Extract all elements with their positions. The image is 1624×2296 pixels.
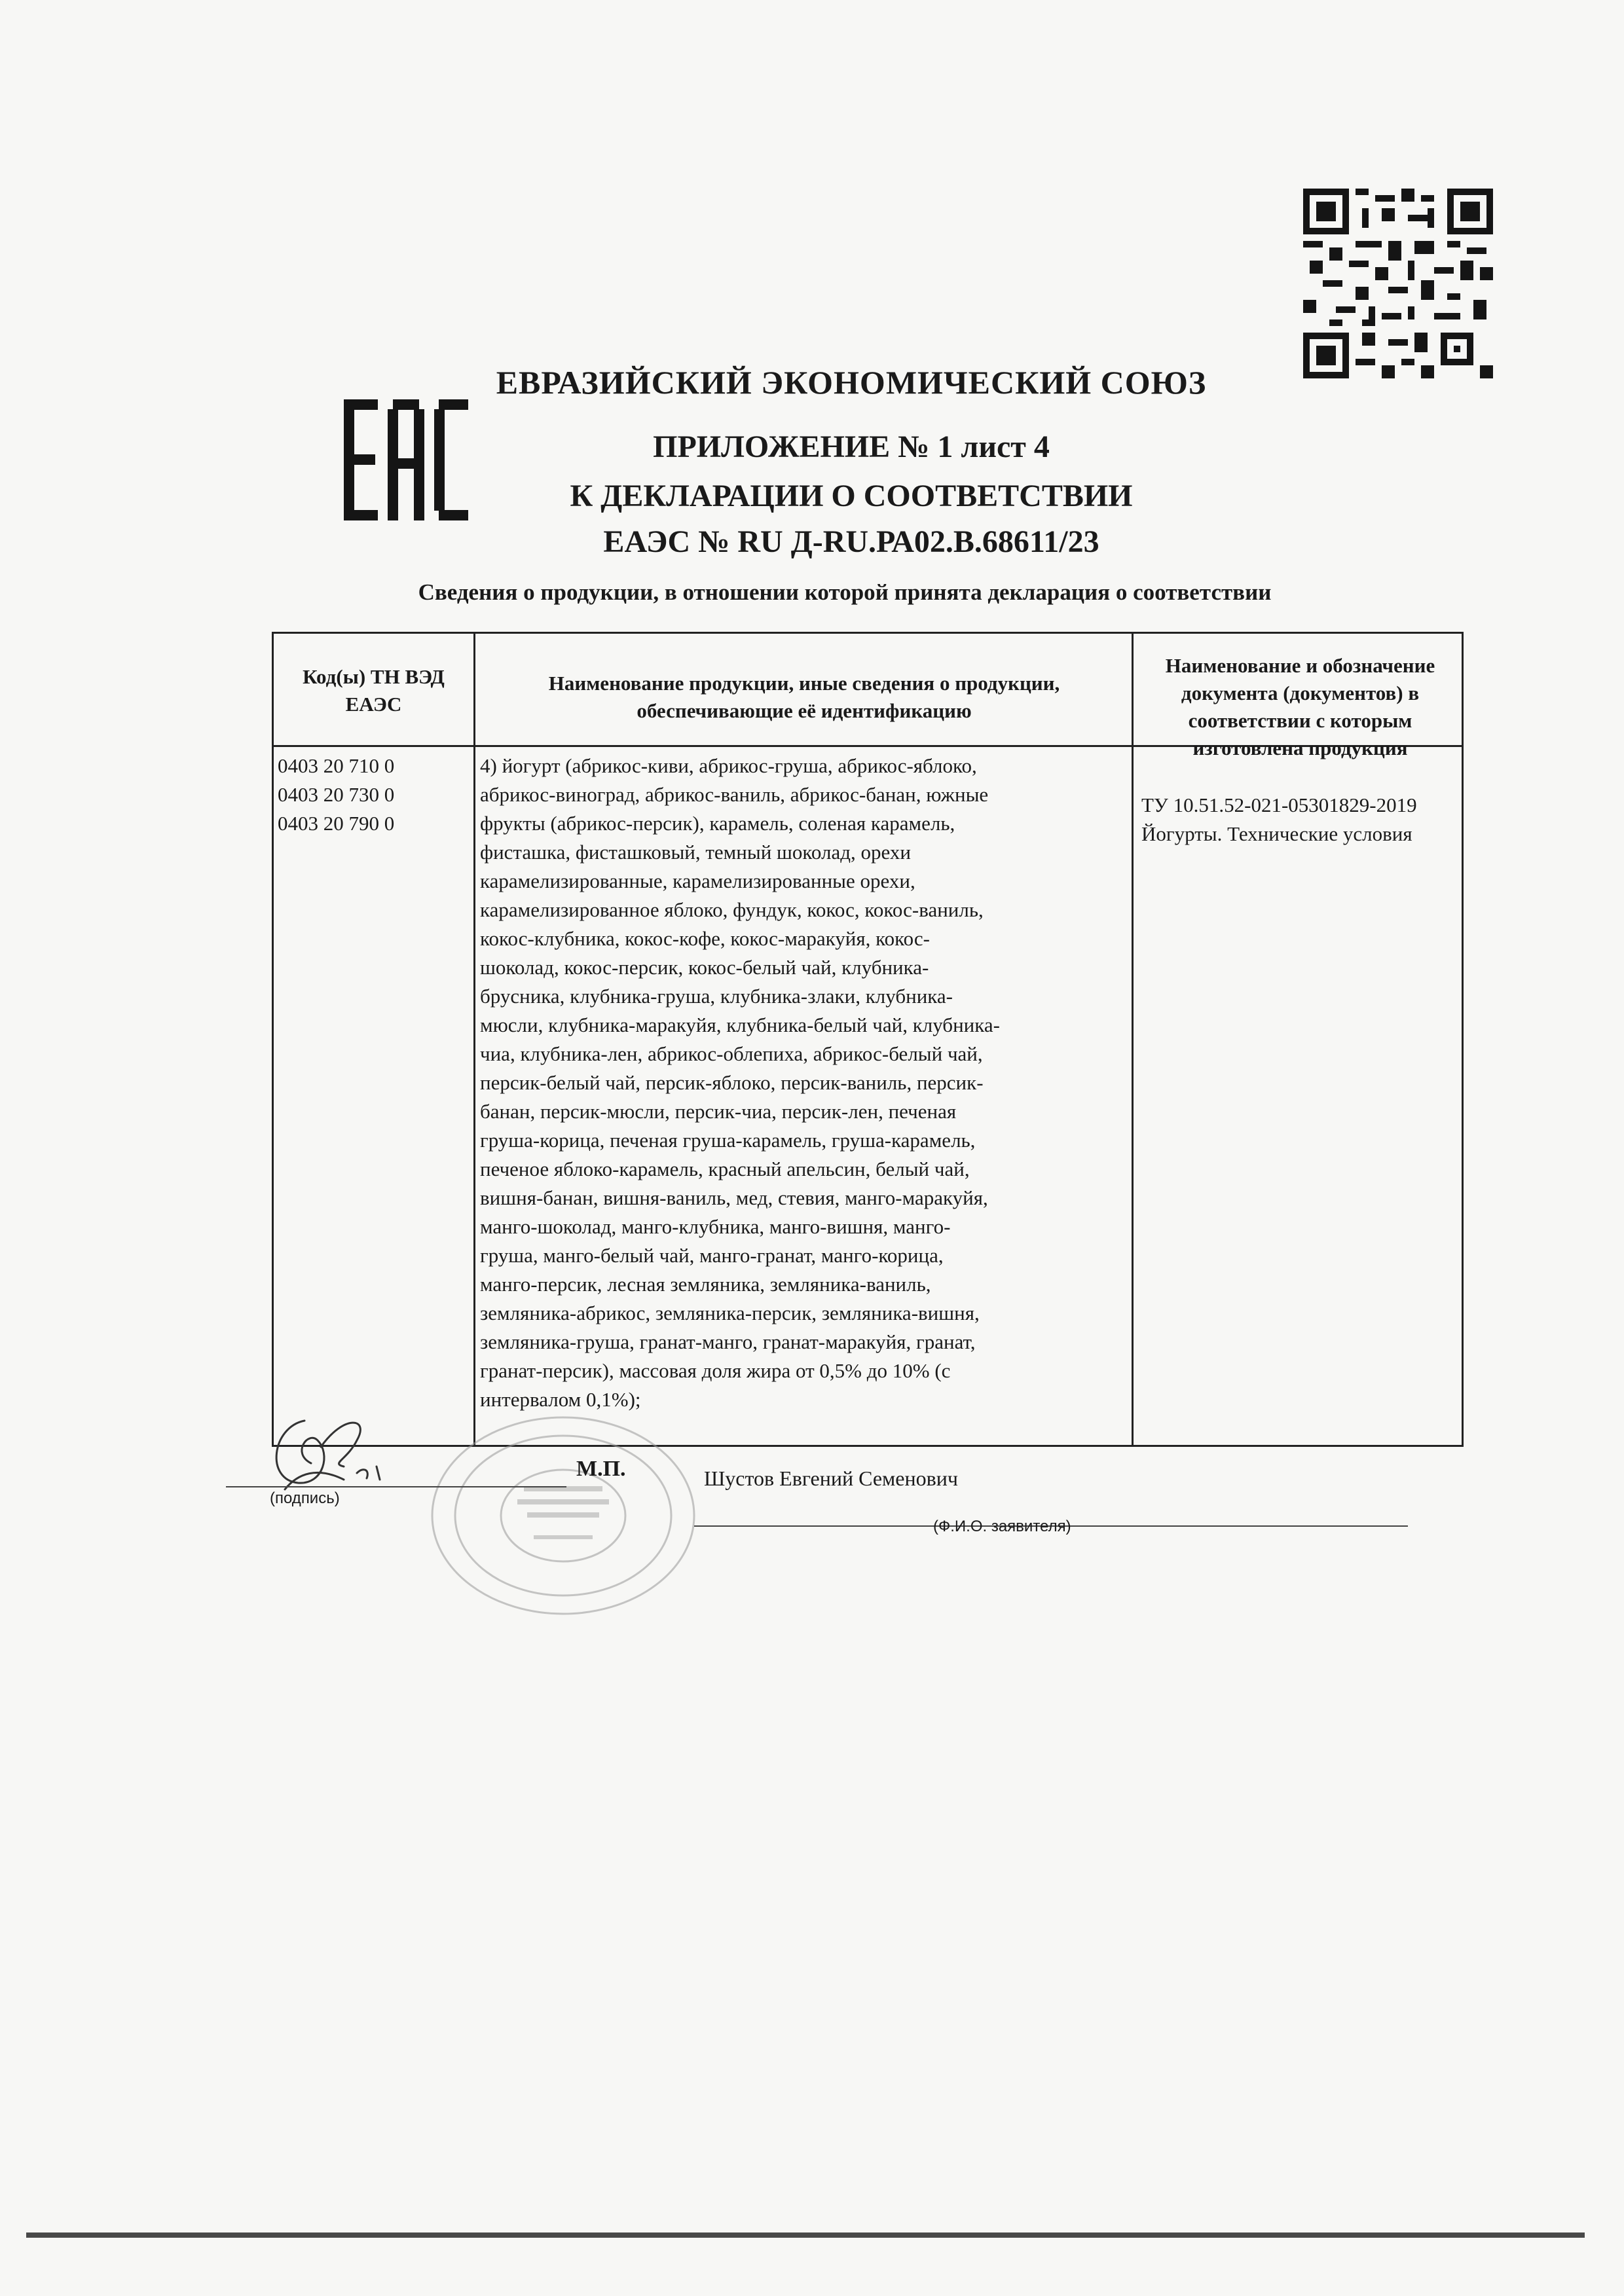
product-line: земляника-абрикос, земляника-персик, земляника-вишня, <box>480 1302 980 1324</box>
product-line: фисташка, фисташковый, темный шоколад, орехи <box>480 841 911 864</box>
code-item: 0403 20 730 0 <box>278 783 395 806</box>
product-line: 4) йогурт (абрикос-киви, абрикос-груша, абрикос-яблоко, <box>480 754 977 777</box>
product-line: гранат-персик), массовая доля жира от 0,5% до 10% (с <box>480 1359 951 1382</box>
product-line: персик-белый чай, персик-яблоко, персик-ваниль, персик- <box>480 1071 984 1094</box>
product-line: манго-персик, лесная земляника, земляника-ваниль, <box>480 1273 931 1296</box>
applicant-name: Шустов Евгений Семенович <box>704 1467 958 1490</box>
product-line: банан, персик-мюсли, персик-чиа, персик-лен, печеная <box>480 1100 957 1123</box>
codes-cell <box>274 752 477 838</box>
registration-number: ЕАЭС № RU Д-RU.РА02.В.68611/23 <box>603 524 1099 559</box>
product-line: карамелизированное яблоко, фундук, кокос, кокос-ваниль, <box>480 898 984 921</box>
document-line: Йогурты. Технические условия <box>1141 822 1412 845</box>
product-line: шоколад, кокос-персик, кокос-белый чай, клубника- <box>480 956 929 979</box>
product-line: фрукты (абрикос-персик), карамель, соленая карамель, <box>480 812 955 835</box>
header-document: Наименование и обозначение документа (документов) в соответствии с которым изготовлена продукция <box>1165 654 1435 759</box>
document-cell <box>1141 791 1462 848</box>
declaration-title: К ДЕКЛАРАЦИИ О СООТВЕТСТВИИ <box>570 479 1133 513</box>
intro-text: Сведения о продукции, в отношении которой принята декларация о соответствии <box>418 579 1272 605</box>
header-product: Наименование продукции, иные сведения о продукции, обеспечивающие её идентификацию <box>548 672 1060 722</box>
stamp-place-label: М.П. <box>576 1457 626 1481</box>
appendix-title: ПРИЛОЖЕНИЕ № 1 лист 4 <box>653 429 1050 464</box>
product-line: печеное яблоко-карамель, красный апельсин, белый чай, <box>480 1157 970 1180</box>
code-item: 0403 20 710 0 <box>278 754 395 777</box>
product-line: мюсли, клубника-маракуйя, клубника-белый чай, клубника- <box>480 1013 1000 1036</box>
document-line: ТУ 10.51.52-021-05301829-2019 <box>1141 793 1417 816</box>
product-line: кокос-клубника, кокос-кофе, кокос-маракуйя, кокос- <box>480 927 930 950</box>
product-line: карамелизированные, карамелизированные орехи, <box>480 869 915 892</box>
product-line: манго-шоколад, манго-клубника, манго-вишня, манго- <box>480 1215 951 1238</box>
product-table <box>272 632 1464 1447</box>
name-caption: (Ф.И.О. заявителя) <box>933 1518 1071 1535</box>
union-title: ЕВРАЗИЙСКИЙ ЭКОНОМИЧЕСКИЙ СОЮЗ <box>496 364 1207 401</box>
code-item: 0403 20 790 0 <box>278 812 395 835</box>
product-line: брусника, клубника-груша, клубника-злаки, клубника- <box>480 985 953 1008</box>
seal-stamp <box>419 1408 707 1624</box>
product-line: вишня-банан, вишня-ваниль, мед, стевия, манго-маракуйя, <box>480 1186 988 1209</box>
product-line: абрикос-виноград, абрикос-ваниль, абрикос-банан, южные <box>480 783 989 806</box>
product-line: груша-корица, печеная груша-карамель, груша-карамель, <box>480 1129 976 1152</box>
product-description <box>480 752 1138 1414</box>
product-line: интервалом 0,1%); <box>480 1388 641 1411</box>
product-line: земляника-груша, гранат-манго, гранат-маракуйя, гранат, <box>480 1330 976 1353</box>
qr-code <box>1303 189 1493 378</box>
signature-caption: (подпись) <box>270 1489 340 1507</box>
header-codes: Код(ы) ТН ВЭД ЕАЭС <box>303 665 445 716</box>
signature-line <box>226 1486 566 1487</box>
product-line: груша, манго-белый чай, манго-гранат, манго-корица, <box>480 1244 944 1267</box>
product-line: чиа, клубника-лен, абрикос-облепиха, абрикос-белый чай, <box>480 1042 983 1065</box>
scan-edge-line <box>26 2232 1585 2238</box>
